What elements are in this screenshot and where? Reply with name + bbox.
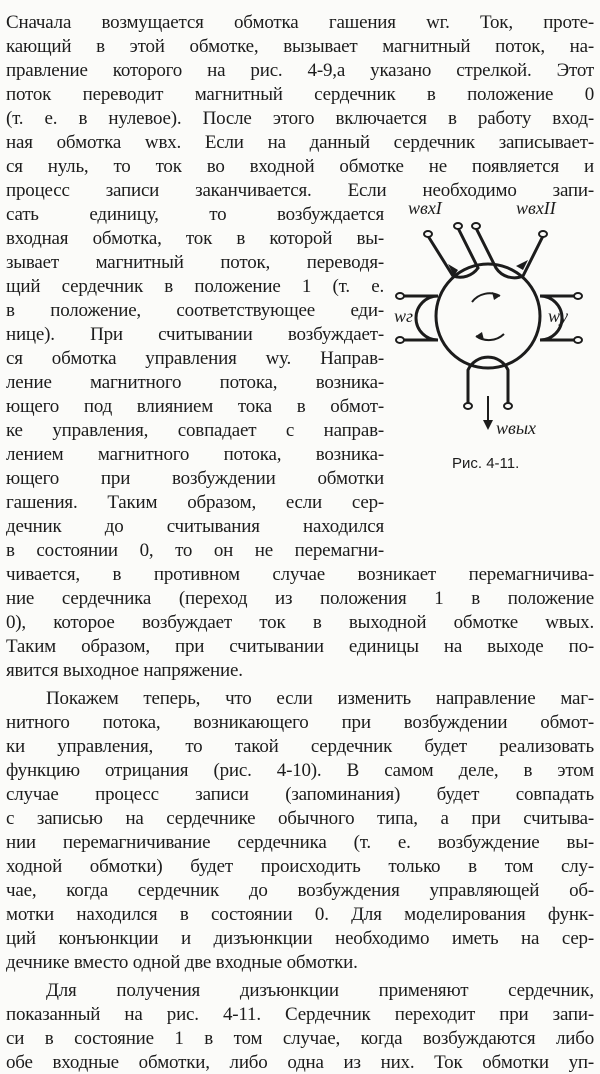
- text-line: в положение, соответствующее еди-: [6, 300, 384, 321]
- text-line: ление магнитного потока, возника-: [6, 372, 384, 393]
- text-line: нии перемагничивание сердечника (т. е. возбуждение вы-: [6, 832, 594, 853]
- text-line: ся нуль, то ток во входной обмотке не появляется и: [6, 156, 594, 177]
- text-line: показанный на рис. 4-11. Сердечник переходит при запи-: [6, 1004, 594, 1025]
- label-w-out: wвых: [496, 418, 536, 438]
- text-line: процесс записи заканчивается. Если необходимо запи-: [6, 180, 594, 201]
- terminal: [574, 337, 582, 343]
- text-line: нице). При считывании возбуждает-: [6, 324, 384, 345]
- text-line: Покажем теперь, что если изменить направление маг-: [46, 688, 594, 709]
- text-line: ке управления, совпадает с направ-: [6, 420, 384, 441]
- terminal: [396, 293, 404, 299]
- text-line: гашения. Таким образом, если сер-: [6, 492, 384, 513]
- terminal: [504, 403, 512, 409]
- text-line: ние сердечника (переход из положения 1 в положение: [6, 588, 594, 609]
- text-line: с записью на сердечнике обычного типа, а при считыва-: [6, 808, 594, 829]
- figure-caption: Рис. 4-11.: [452, 455, 520, 472]
- text-line: ций конъюнкции и дизъюнкции необходимо иметь на сер-: [6, 928, 594, 949]
- text-line: 0), которое возбуждает ток в выходной обмотке wвых.: [6, 612, 594, 633]
- figure-4-11: [388, 198, 596, 438]
- label-w-y: wу: [548, 306, 568, 326]
- terminal: [472, 223, 480, 229]
- magnetic-core-circle: [436, 264, 540, 368]
- label-w-g: wг: [394, 306, 414, 326]
- text-line: нитного потока, возникающего при возбуждении обмот-: [6, 712, 594, 733]
- text-line: в состоянии 0, то он не перемагни-: [6, 540, 384, 561]
- terminal: [539, 231, 547, 237]
- text-line: ная обмотка wвх. Если на данный сердечник записывает-: [6, 132, 594, 153]
- text-line: Для получения дизъюнкции применяют сердечник,: [46, 980, 594, 1001]
- text-line: мотки находился в состоянии 0. Для моделирования функ-: [6, 904, 594, 925]
- text-line: ющего при возбуждении обмотки: [6, 468, 384, 489]
- text-line: дечник до считывания находился: [6, 516, 384, 537]
- terminal: [454, 223, 462, 229]
- text-line: ки управления, то такой сердечник будет реализовать: [6, 736, 594, 757]
- text-line: явится выходное напряжение.: [6, 660, 243, 681]
- text-line: лением магнитного потока, возника-: [6, 444, 384, 465]
- text-line: Сначала возмущается обмотка гашения wг. Ток, проте-: [6, 12, 594, 33]
- terminal: [396, 337, 404, 343]
- text-line: входная обмотка, ток в которой вы-: [6, 228, 384, 249]
- text-line: ся обмотка управления wу. Направ-: [6, 348, 384, 369]
- text-line: зывает магнитный поток, переводя-: [6, 252, 384, 273]
- text-line: случае процесс записи (запоминания) будет совпадать: [6, 784, 594, 805]
- text-line: ходной обмотки) будет происходить только в том слу-: [6, 856, 594, 877]
- winding-in-2-loop: [476, 228, 543, 278]
- text-line: щий сердечник в положение 1 (т. е.: [6, 276, 384, 297]
- terminal: [574, 293, 582, 299]
- text-line: кающий в этой обмотке, вызывает магнитный поток, на-: [6, 36, 594, 57]
- terminal: [464, 403, 472, 409]
- terminal: [424, 231, 432, 237]
- text-line: чае, когда сердечник до возбуждения управляющей об-: [6, 880, 594, 901]
- text-line: обе входные обмотки, либо одна из них. Ток обмотки уп-: [6, 1052, 594, 1073]
- text-line: си в состояние 1 в том случае, когда возбуждаются либо: [6, 1028, 594, 1049]
- text-line: (т. е. в нулевое). После этого включается в работу вход-: [6, 108, 594, 129]
- label-w-in-1: wвхI: [408, 198, 442, 218]
- text-line: чивается, в противном случае возникает перемагничива-: [6, 564, 594, 585]
- text-line: поток переводит магнитный сердечник в положение 0: [6, 84, 594, 105]
- text-line: сать единицу, то возбуждается: [6, 204, 384, 225]
- text-line: дечнике вместо одной две входные обмотки.: [6, 952, 358, 973]
- text-line: ющего под влиянием тока в обмот-: [6, 396, 384, 417]
- label-w-in-2: wвхII: [516, 198, 556, 218]
- text-line: правление которого на рис. 4-9,а указано стрелкой. Этот: [6, 60, 594, 81]
- arrowhead-icon: [492, 292, 500, 300]
- text-line: Таким образом, при считывании единицы на выходе по-: [6, 636, 594, 657]
- text-line: функцию отрицания (рис. 4-10). В самом деле, в этом: [6, 760, 594, 781]
- output-arrow-icon: [483, 420, 493, 430]
